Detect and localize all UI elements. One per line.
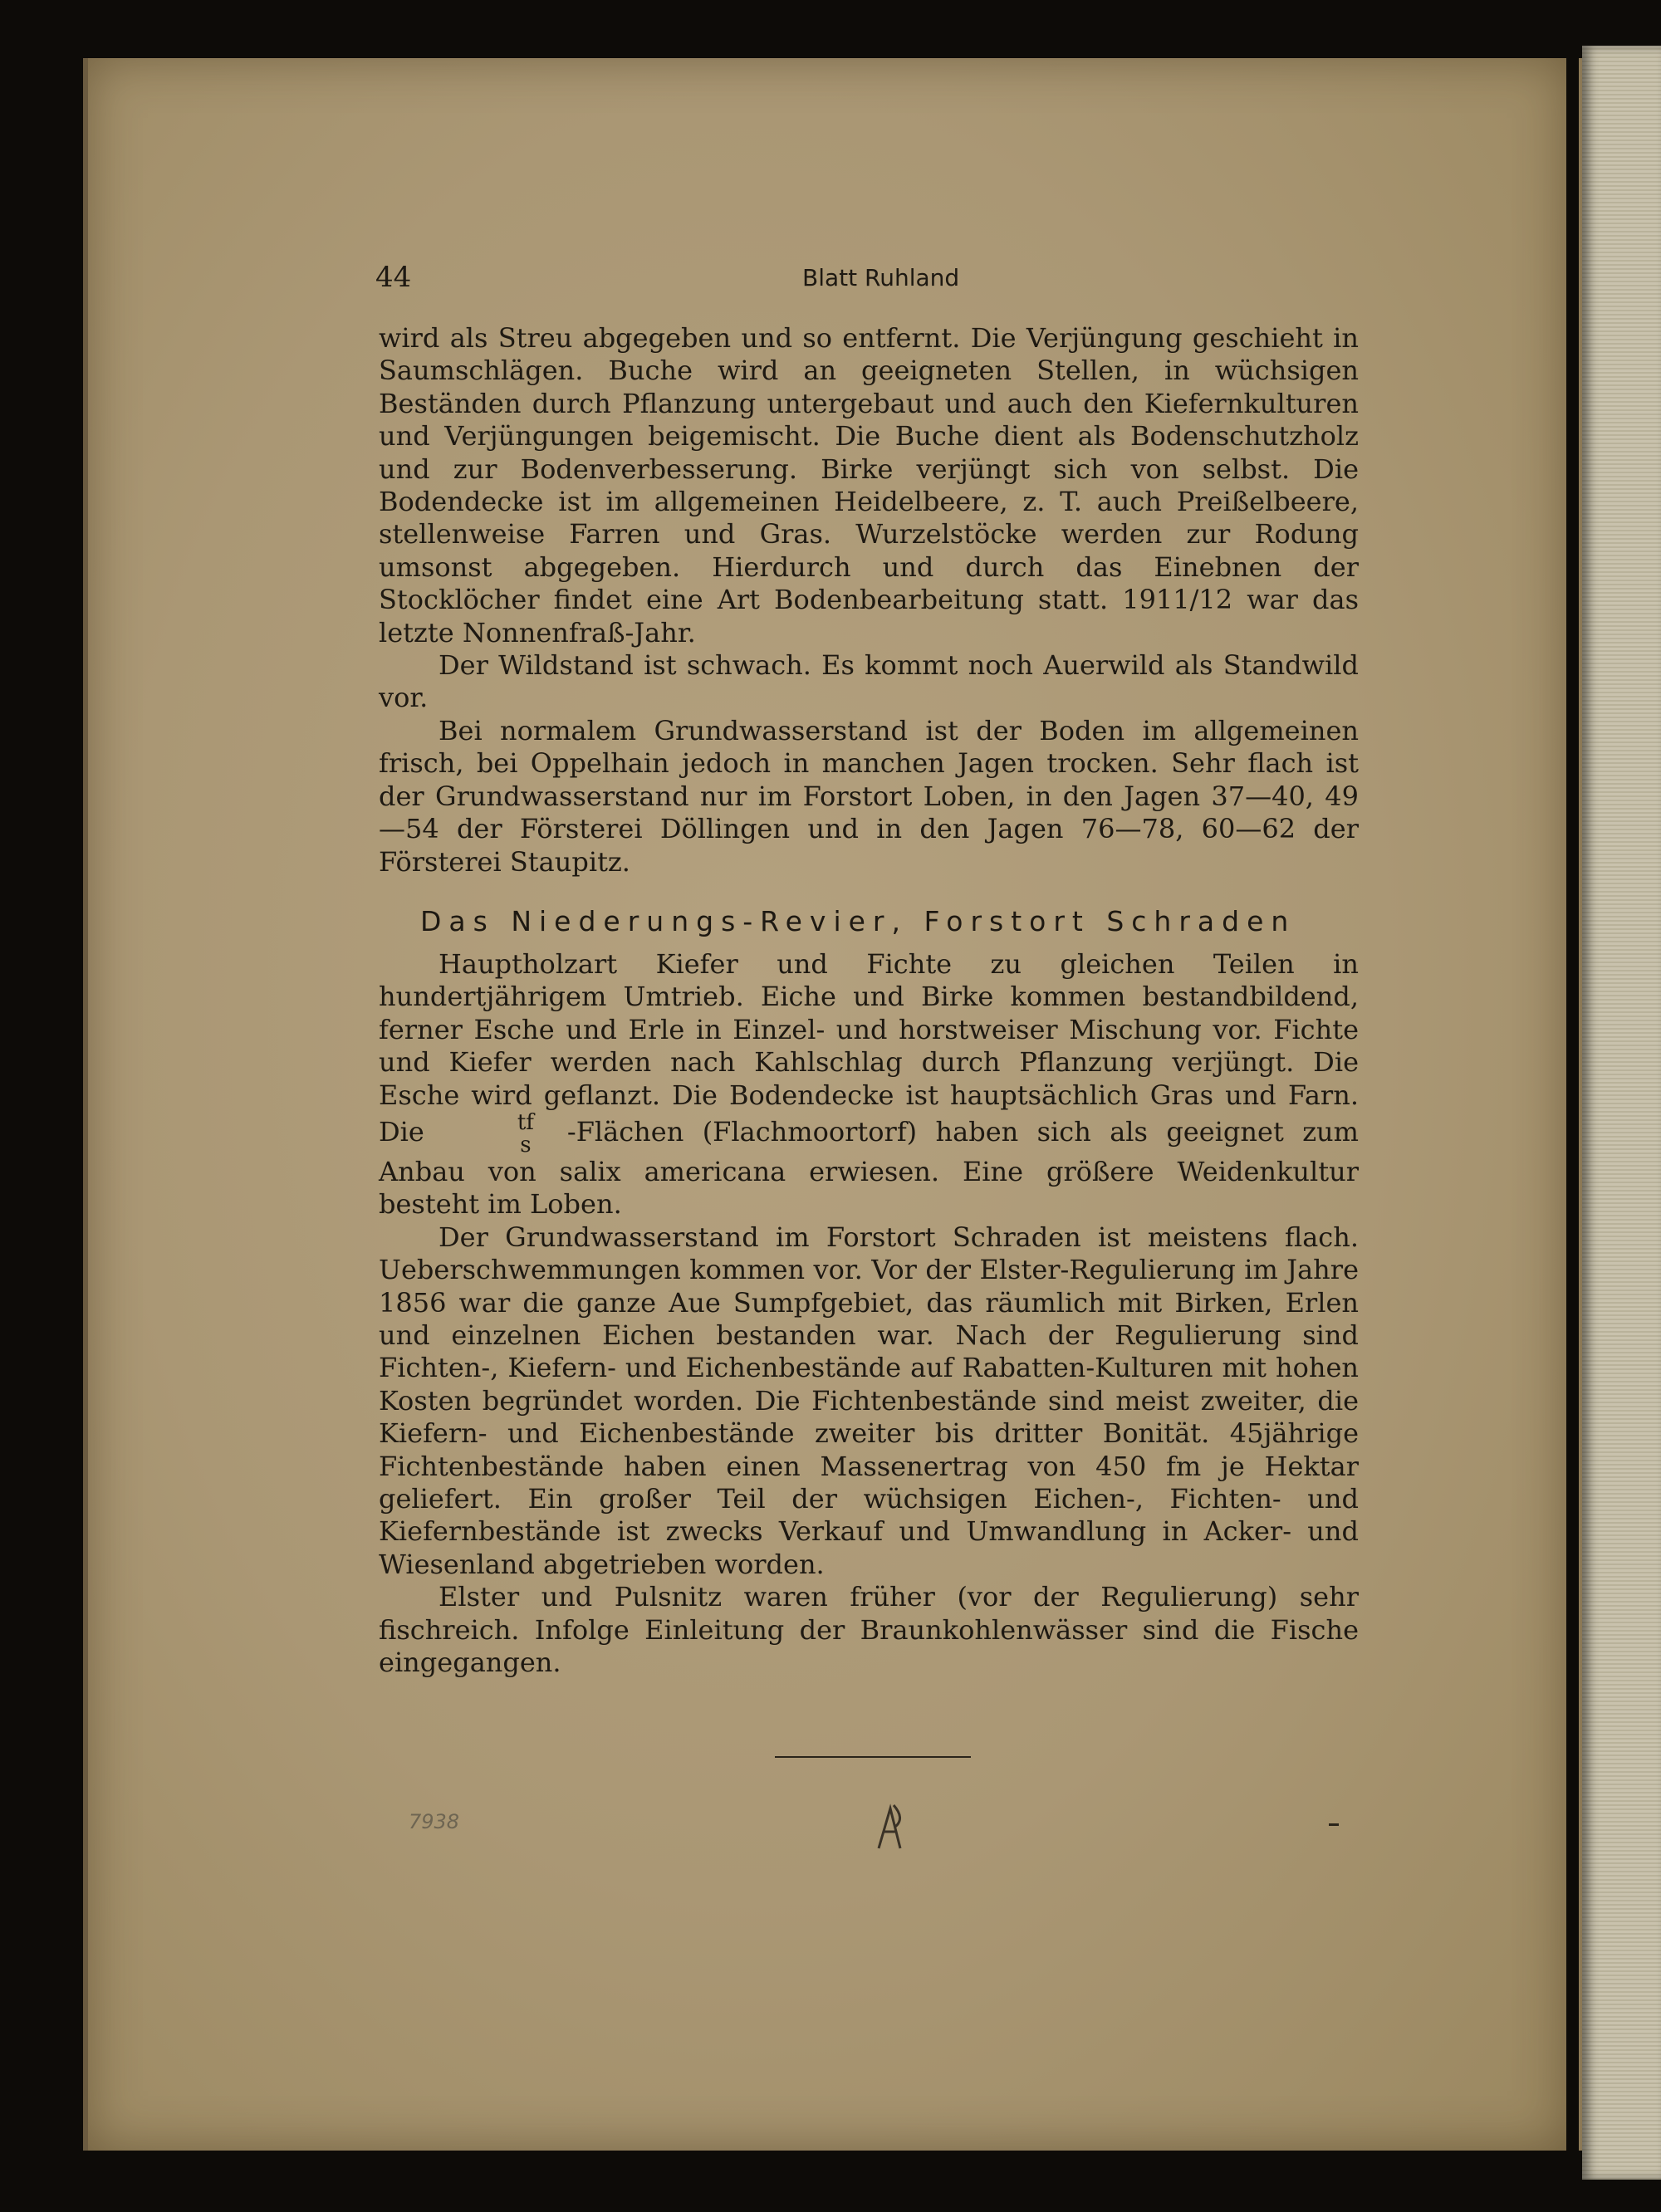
paragraph-5: Der Grundwasserstand im Forstort Schraden ist meistens flach. Ueberschwemmungen kommen vor. Vor der Elster-Regulierung im Jahre 1856 war die ganze Aue Sumpfgebiet, das räumlich mit Birken, Erlen und einzelnen Eichen bestanden war. Nach der Regulierung sind Fichten-, Kiefern- und Eichenbestände auf Rabatten-Kulturen mit hohen Kosten begründet worden. Die Fichtenbestände sind meist zweiter, die Kiefern- und Eichenbestände zweiter bis dritter Bonität. 45jährige Fichtenbestände haben einen Massenertrag von 450 fm je Hektar geliefert. Ein großer Teil der wüchsigen Eichen-, Fichten- und Kiefernbestände ist zwecks Verkauf und Umwandlung in Acker- und Wiesenland abgetrieben worden. [379, 1221, 1359, 1580]
page-header [296, 249, 1359, 299]
pencil-annotation: 7938 [409, 1810, 460, 1833]
body-text [379, 322, 1359, 1679]
fraction-denominator: s [520, 1132, 532, 1157]
section-heading: Das Niederungs-Revier, Forstort Schraden [420, 904, 1296, 937]
paragraph-4 [379, 948, 1359, 1221]
library-stamp-mark [872, 1802, 914, 1852]
page-number: 44 [375, 261, 412, 294]
paragraph-1: wird als Streu abgegeben und so entfernt. Die Verjüngung geschieht in Saumschlägen. Buche wird an geeigneten Stellen, in wüchsigen Beständen durch Pflanzung untergebaut und auch den Kiefernkulturen und Verjüngungen beigemischt. Die Buche dient als Bodenschutzholz und zur Bodenverbesserung. Birke verjüngt sich von selbst. Die Bodendecke ist im allgemeinen Heidelbeere, z. T. auch Preißelbeere, stellenweise Farren und Gras. Wurzelstöcke werden zur Rodung umsonst abgegeben. Hierdurch und durch das Einebnen der Stocklöcher findet eine Art Bodenbearbeitung statt. 1911/12 war das letzte Nonnenfraß-Jahr. [379, 322, 1359, 648]
ink-mark [1329, 1823, 1339, 1826]
paragraph-6: Elster und Pulsnitz waren früher (vor der Regulierung) sehr fischreich. Infolge Einleitung der Braunkohlenwässer sind die Fische eingegangen. [379, 1581, 1359, 1679]
page-content [296, 249, 1359, 1679]
running-title: Blatt Ruhland [802, 264, 960, 291]
paragraph-4-part-a: Hauptholzart Kiefer und Fichte zu gleichen Teilen in hundertjährigem Umtrieb. Eiche und Birke kommen bestandbildend, ferner Esche und Erle in Einzel- und horstweiser Mischung vor. Fichte und Kiefer werden nach Kahlschlag durch Pflanzung verjüngt. Die Esche wird geflanzt. Die Bodendecke ist hauptsächlich Gras und Farn. Die [379, 947, 1359, 1148]
end-rule [775, 1756, 971, 1758]
fraction-numerator: tf [517, 1109, 534, 1135]
paragraph-3: Bei normalem Grundwasserstand ist der Boden im allgemeinen frisch, bei Oppelhain jedoch in manchen Jagen trocken. Sehr flach ist der Grundwasserstand nur im Forstort Loben, in den Jagen 37—40, 49—54 der Försterei Döllingen und in den Jagen 76—78, 60—62 der Försterei Staupitz. [379, 714, 1359, 878]
paragraph-2: Der Wildstand ist schwach. Es kommt noch Auerwild als Standwild vor. [379, 649, 1359, 714]
adjacent-page-edge [1582, 46, 1661, 2180]
fraction-symbol [458, 1109, 534, 1157]
paragraph-4-part-b: -Flächen (Flachmoortorf) haben sich als geeignet zum Anbau von salix americana erwiesen. Eine größere Weidenkultur besteht im Loben. [379, 1115, 1359, 1221]
